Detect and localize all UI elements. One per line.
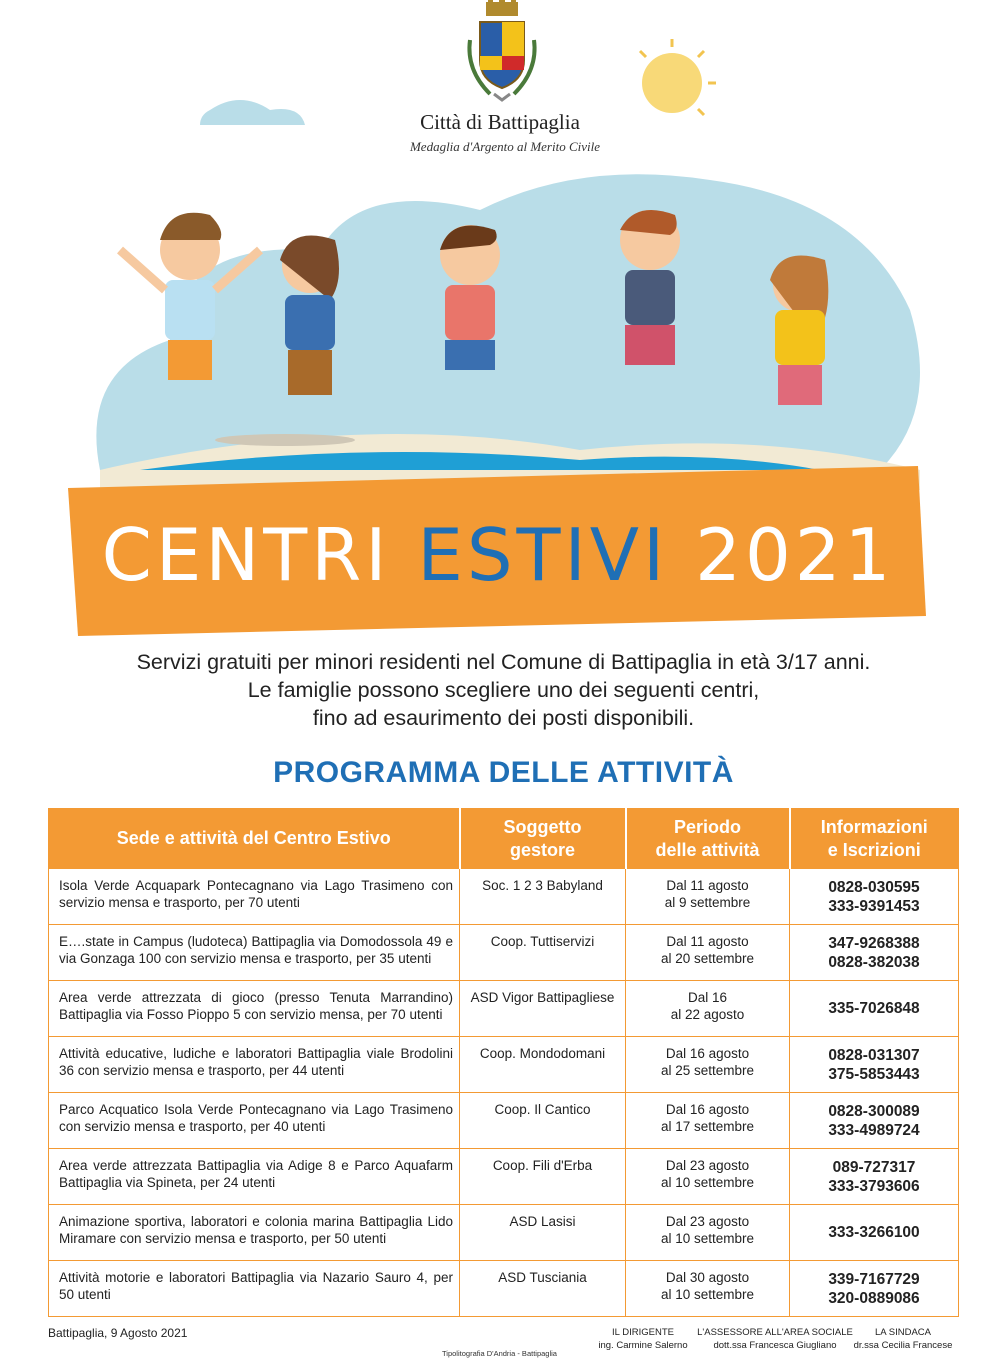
header-period: Periodo delle attività — [626, 809, 790, 869]
banner-title — [68, 480, 928, 630]
row-site: Attività motorie e laboratori Battipaglia via Nazario Sauro 4, per 50 utenti — [49, 1261, 460, 1317]
row-manager: Soc. 1 2 3 Babyland — [460, 869, 626, 925]
row-period: Dal 16 agosto al 17 settembre — [626, 1093, 790, 1149]
row-period: Dal 16 agosto al 25 settembre — [626, 1037, 790, 1093]
row-site: Isola Verde Acquapark Pontecagnano via Lago Trasimeno con servizio mensa e trasporto, per 70 utenti — [49, 869, 460, 925]
header-site: Sede e attività del Centro Estivo — [49, 809, 460, 869]
row-site: E….state in Campus (ludoteca) Battipaglia via Domodossola 49 e via Gonzaga 100 con servizio mensa e trasporto, per 35 utenti — [49, 925, 460, 981]
footer-printer: Tipolitografia D'Andria - Battipaglia — [442, 1349, 557, 1358]
table-header-row — [49, 809, 959, 869]
row-site: Attività educative, ludiche e laboratori Battipaglia viale Brodolini 36 con servizio mensa e trasporto, per 44 utenti — [49, 1037, 460, 1093]
footer-date: Battipaglia, 9 Agosto 2021 — [48, 1326, 188, 1340]
row-period: Dal 23 agosto al 10 settembre — [626, 1149, 790, 1205]
row-period: Dal 16 al 22 agosto — [626, 981, 790, 1037]
city-medal: Medaglia d'Argento al Merito Civile — [409, 139, 601, 154]
header-contacts: Informazioni e Iscrizioni — [790, 809, 959, 869]
program-table — [48, 808, 958, 1317]
city-name: Città di Battipaglia — [420, 110, 580, 134]
row-site: Animazione sportiva, laboratori e colonia marina Battipaglia Lido Miramare con servizio mensa e trasporto, per 50 utenti — [49, 1205, 460, 1261]
intro-line-2: Le famiglie possono scegliere uno dei seguenti centri, — [247, 678, 760, 702]
row-manager: Coop. Il Cantico — [460, 1093, 626, 1149]
table-row — [49, 981, 959, 1037]
row-period: Dal 23 agosto al 10 settembre — [626, 1205, 790, 1261]
row-site: Area verde attrezzata di gioco (presso Tenuta Marrandino) Battipaglia via Fosso Pioppo 5 con servizio mensa, per 70 utenti — [49, 981, 460, 1037]
signature-sindaca: LA SINDACA dr.ssa Cecilia Francese — [853, 1327, 953, 1351]
table-row — [49, 925, 959, 981]
row-site: Area verde attrezzata Battipaglia via Adige 8 e Parco Aquafarm Battipaglia via Spineta, per 24 utenti — [49, 1149, 460, 1205]
row-manager: Coop. Tuttiservizi — [460, 925, 626, 981]
row-period: Dal 11 agosto al 20 settembre — [626, 925, 790, 981]
row-manager: ASD Vigor Battipagliese — [460, 981, 626, 1037]
banner-title-centri: CENTRI — [101, 513, 391, 597]
intro-text — [40, 648, 967, 732]
signature-dirigente: IL DIRIGENTE ing. Carmine Salerno — [598, 1327, 688, 1351]
row-contacts: 0828-030595 333-9391453 — [790, 869, 959, 925]
signature-assessore: L'ASSESSORE ALL'AREA SOCIALE dott.ssa Francesca Giugliano — [697, 1327, 853, 1351]
row-period: Dal 30 agosto al 10 settembre — [626, 1261, 790, 1317]
table-row — [49, 1093, 959, 1149]
banner-title-estivi: ESTIVI — [417, 513, 669, 597]
row-contacts: 0828-031307 375-5853443 — [790, 1037, 959, 1093]
table-row — [49, 1037, 959, 1093]
row-site: Parco Acquatico Isola Verde Pontecagnano via Lago Trasimeno con servizio mensa e trasporto, per 40 utenti — [49, 1093, 460, 1149]
row-contacts: 0828-300089 333-4989724 — [790, 1093, 959, 1149]
row-contacts: 335-7026848 — [790, 981, 959, 1037]
row-contacts: 333-3266100 — [790, 1205, 959, 1261]
row-period: Dal 11 agosto al 9 settembre — [626, 869, 790, 925]
row-contacts: 339-7167729 320-0889086 — [790, 1261, 959, 1317]
row-manager: Coop. Mondodomani — [460, 1037, 626, 1093]
table-row — [49, 1261, 959, 1317]
row-contacts: 089-727317 333-3793606 — [790, 1149, 959, 1205]
intro-line-3: fino ad esaurimento dei posti disponibili. — [312, 706, 695, 730]
table-row — [49, 869, 959, 925]
row-manager: Coop. Fili d'Erba — [460, 1149, 626, 1205]
row-manager: ASD Lasisi — [460, 1205, 626, 1261]
program-title: PROGRAMMA DELLE ATTIVITÀ — [273, 756, 734, 789]
city-crest-icon — [460, 0, 544, 104]
header-manager: Soggetto gestore — [460, 809, 626, 869]
table-row — [49, 1149, 959, 1205]
row-manager: ASD Tusciania — [460, 1261, 626, 1317]
kids-jumping-illustration — [60, 90, 960, 490]
intro-line-1: Servizi gratuiti per minori residenti nel Comune di Battipaglia in età 3/17 anni. — [136, 650, 871, 674]
table-row — [49, 1205, 959, 1261]
banner-title-year: 2021 — [695, 513, 895, 597]
row-contacts: 347-9268388 0828-382038 — [790, 925, 959, 981]
